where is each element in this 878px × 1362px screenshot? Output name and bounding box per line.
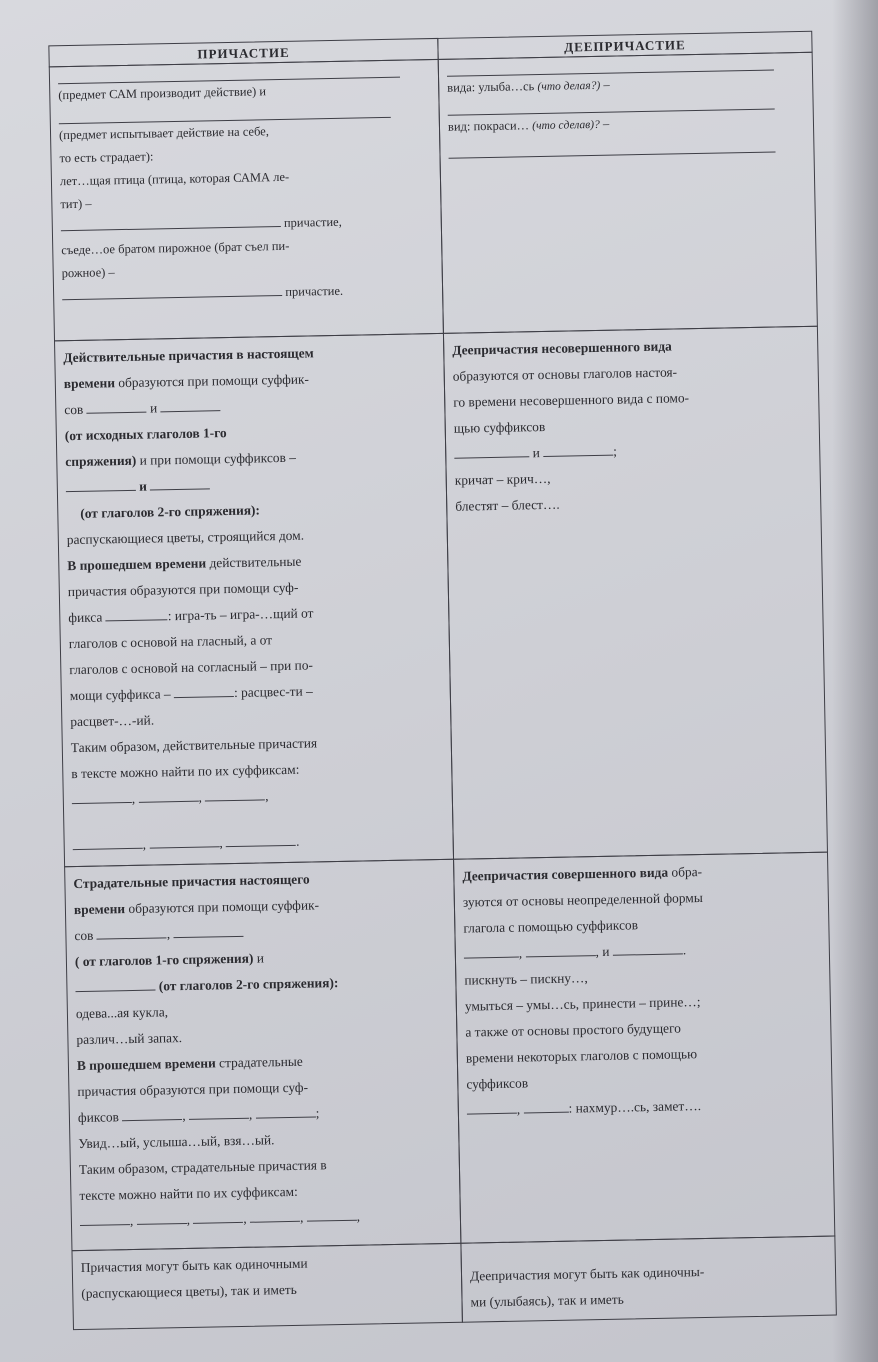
text-line: в тексте можно найти по их суффиксам: bbox=[71, 761, 300, 782]
text-line: различ…ый запах. bbox=[76, 1030, 183, 1048]
rule-heading: Страдательные причастия настоящего bbox=[73, 871, 310, 892]
text-line: причастия образуются при помощи суф- bbox=[77, 1079, 309, 1100]
row2-gerund-cell: Деепричастия несовершенного вида образуются от основы глаголов настоя- го времени несовершенного вида с помо- щью суффиксов и ; кричат – крич…, блестят – блест…. bbox=[443, 326, 828, 860]
rule-heading: ( от глаголов 1-го спряжения) bbox=[74, 950, 254, 970]
row1-participle-cell bbox=[49, 59, 444, 341]
text-line: тит) – bbox=[60, 196, 92, 212]
blank-field bbox=[255, 1102, 315, 1118]
text-line: Таким образом, действительные причастия bbox=[70, 735, 318, 756]
text-line: глагола с помощью суффиксов bbox=[463, 917, 639, 936]
text-fragment: – bbox=[603, 77, 610, 92]
text-line: зуются от основы неопределенной формы bbox=[462, 890, 703, 910]
blank-field bbox=[72, 788, 132, 804]
text-line: времени некоторых глаголов с помощью bbox=[465, 1046, 698, 1066]
blank-field bbox=[75, 976, 155, 993]
blank-field bbox=[86, 398, 146, 414]
row1-gerund-cell bbox=[438, 52, 818, 334]
rule-heading: Действительные причастия в настоящем bbox=[63, 345, 314, 366]
text-fragment: вид: покраси… bbox=[447, 118, 530, 134]
header-gerund-label: ДЕЕПРИЧАСТИЕ bbox=[564, 37, 686, 55]
row4-gerund-cell bbox=[460, 1236, 836, 1323]
text-line: (распускающиеся цветы), так и иметь bbox=[81, 1281, 297, 1302]
text-line: рожное) – bbox=[61, 265, 115, 281]
rule-heading: (от глаголов 2-го спряжения): bbox=[80, 502, 261, 521]
text-line: щью суффиксов bbox=[453, 418, 546, 436]
text-line: одева...ая кукла, bbox=[75, 1004, 169, 1022]
text-line: расцвет-…-ий. bbox=[70, 712, 155, 730]
row3-participle-cell: Страдательные причастия настоящего времени образуются при помощи суффик- сов , ( от глаголов 1-го спряжения) и (от глаголов 2-го спряжения): одева...ая кукла, различ…ый запах. В прошедшем времени страдательные причастия образуются при помощи суф- фиксов , , ; Увид…ый, услыша…ый, взя…ый. Таким образом, страдательные причастия в тексте можно найти по их суффиксам: , , , , , bbox=[64, 859, 461, 1251]
text-fragment: фикса bbox=[68, 609, 103, 626]
blank-field bbox=[136, 1209, 186, 1225]
row2-participle-cell: Действительные причастия в настоящем времени образуются при помощи суффик- сов и (от исходных глаголов 1-го спряжения) и при помощи суффиксов – и (от глаголов 2-го спряжения): распускающиеся цветы, строящийся дом. В прошедшем времени действительные причастия образуются при помощи суф- фикса : игра-ть – игра-…щий от глаголов с основой на гласный, а от глаголов с основой на согласный – при по- мощи суффикса – : расцвес-ти – расцвет-…-ий. Таким образом, действительные причастия в тексте можно найти по их суффиксам: , , , , , . bbox=[54, 333, 454, 867]
text-line: (предмет САМ производит действие) и bbox=[58, 84, 267, 103]
text-fragment: сов bbox=[64, 401, 84, 418]
text-fragment: причастие, bbox=[283, 214, 342, 230]
rule-heading: В прошедшем времени bbox=[67, 555, 207, 574]
text-line: блестят – блест…. bbox=[455, 496, 560, 514]
text-line: причастия образуются при помощи суф- bbox=[67, 579, 299, 600]
text-fragment: – bbox=[602, 116, 610, 131]
question-hint: (что сделав)? bbox=[532, 118, 600, 133]
text-line: ми (улыбаясь), так и иметь bbox=[470, 1291, 624, 1310]
blank-field bbox=[138, 787, 198, 803]
text-line: Деепричастия могут быть как одиночны- bbox=[469, 1264, 705, 1284]
text-line: го времени несовершенного вида с помо- bbox=[453, 390, 690, 410]
rule-heading: (от исходных глаголов 1-го bbox=[64, 425, 227, 444]
text-line: а также от основы простого будущего bbox=[465, 1020, 681, 1040]
blank-field bbox=[467, 1099, 517, 1115]
text-line: тексте можно найти по их суффиксам: bbox=[79, 1183, 298, 1204]
row4-participle-cell bbox=[71, 1243, 462, 1330]
text-line: лет…щая птица (птица, которая САМА ле- bbox=[59, 169, 290, 189]
blank-field bbox=[66, 476, 136, 492]
text-fragment: и bbox=[256, 950, 265, 966]
text-line: умыться – умы…сь, принести – прине…; bbox=[464, 994, 701, 1014]
blank-field bbox=[543, 441, 613, 457]
text-line: (предмет испытывает действие на себе, bbox=[58, 124, 270, 143]
blank-field bbox=[189, 1104, 249, 1120]
text-fragment: : игра-ть – игра-…щий от bbox=[167, 605, 314, 624]
text-fragment: сов bbox=[74, 927, 94, 944]
rule-heading: Деепричастия несовершенного вида bbox=[452, 338, 672, 358]
blank-field bbox=[613, 939, 683, 955]
text-fragment: страдательные bbox=[218, 1053, 303, 1071]
text-line: Таким образом, страдательные причастия в bbox=[78, 1157, 327, 1178]
blank-field bbox=[97, 923, 167, 939]
blank-field bbox=[73, 834, 143, 850]
text-fragment: и bbox=[602, 943, 610, 959]
blank-field bbox=[160, 396, 220, 412]
rule-heading: времени bbox=[73, 901, 126, 918]
blank-field bbox=[193, 1208, 243, 1224]
blank-field bbox=[62, 281, 282, 300]
text-line: кричат – крич…, bbox=[454, 470, 551, 488]
text-fragment: : нахмур….сь, замет…. bbox=[568, 1098, 702, 1116]
text-line: распускающиеся цветы, строящийся дом. bbox=[66, 527, 305, 548]
text-line: то есть страдает): bbox=[59, 149, 154, 166]
header-participle-label: ПРИЧАСТИЕ bbox=[197, 44, 290, 62]
text-fragment: причастие. bbox=[285, 283, 344, 299]
blank-field bbox=[173, 922, 243, 938]
text-line: съеде…ое братом пирожное (брат съел пи- bbox=[61, 238, 290, 258]
blank-field bbox=[150, 474, 210, 490]
blank-field bbox=[106, 605, 168, 621]
rule-heading: спряжения) bbox=[65, 452, 137, 470]
blank-field bbox=[226, 831, 296, 847]
text-fragment: и bbox=[139, 478, 148, 494]
blank-field bbox=[464, 943, 519, 959]
rule-heading: времени bbox=[63, 375, 116, 392]
text-line: пискнуть – пискну…, bbox=[464, 970, 588, 988]
text-line: Причастия могут быть как одиночными bbox=[80, 1255, 308, 1276]
text-fragment: образуются при помощи суффик- bbox=[128, 897, 320, 917]
blank-field bbox=[205, 785, 265, 801]
text-fragment: и bbox=[149, 400, 158, 416]
rule-heading: (от глаголов 2-го спряжения): bbox=[158, 975, 339, 994]
text-fragment: мощи суффикса – bbox=[69, 686, 171, 704]
text-fragment: вида: улыба…сь bbox=[447, 79, 535, 95]
blank-field bbox=[122, 1105, 182, 1121]
question-hint: (что делая?) bbox=[537, 79, 601, 94]
text-line: глаголов с основой на гласный, а от bbox=[68, 632, 273, 652]
text-fragment: : расцвес-ти – bbox=[233, 683, 313, 700]
text-fragment: образуются при помощи суффик- bbox=[118, 371, 310, 391]
text-line: суффиксов bbox=[466, 1075, 529, 1092]
comparison-table bbox=[18, 13, 843, 1328]
text-fragment: фиксов bbox=[77, 1109, 120, 1126]
blank-field bbox=[149, 832, 219, 848]
row3-gerund-cell: Деепричастия совершенного вида обра- зуются от основы неопределенной формы глагола с помощью суффиксов , , и . пискнуть – пискну…, умыться – умы…сь, принести – прине…; а также от основы простого будущего времени некоторых глаголов с помощью суффиксов , : нахмур….сь, замет…. bbox=[453, 852, 835, 1244]
blank-field bbox=[80, 1210, 130, 1226]
blank-field bbox=[306, 1206, 356, 1222]
blank-field bbox=[523, 1098, 568, 1114]
rule-heading: Деепричастия совершенного вида bbox=[462, 864, 669, 884]
blank-field bbox=[454, 442, 529, 458]
text-line: образуются от основы глаголов настоя- bbox=[452, 364, 678, 384]
blank-field bbox=[174, 682, 234, 698]
blank-field bbox=[525, 941, 595, 957]
text-fragment: действительные bbox=[209, 553, 302, 571]
blank-field bbox=[61, 212, 281, 231]
text-fragment: и при помощи суффиксов – bbox=[139, 449, 296, 468]
text-line: глаголов с основой на согласный – при по- bbox=[69, 657, 314, 678]
rule-heading: В прошедшем времени bbox=[76, 1055, 216, 1074]
text-line: Увид…ый, услыша…ый, взя…ый. bbox=[78, 1132, 275, 1152]
text-fragment: обра- bbox=[671, 864, 703, 880]
text-fragment: и bbox=[532, 445, 540, 461]
blank-field bbox=[250, 1207, 300, 1223]
